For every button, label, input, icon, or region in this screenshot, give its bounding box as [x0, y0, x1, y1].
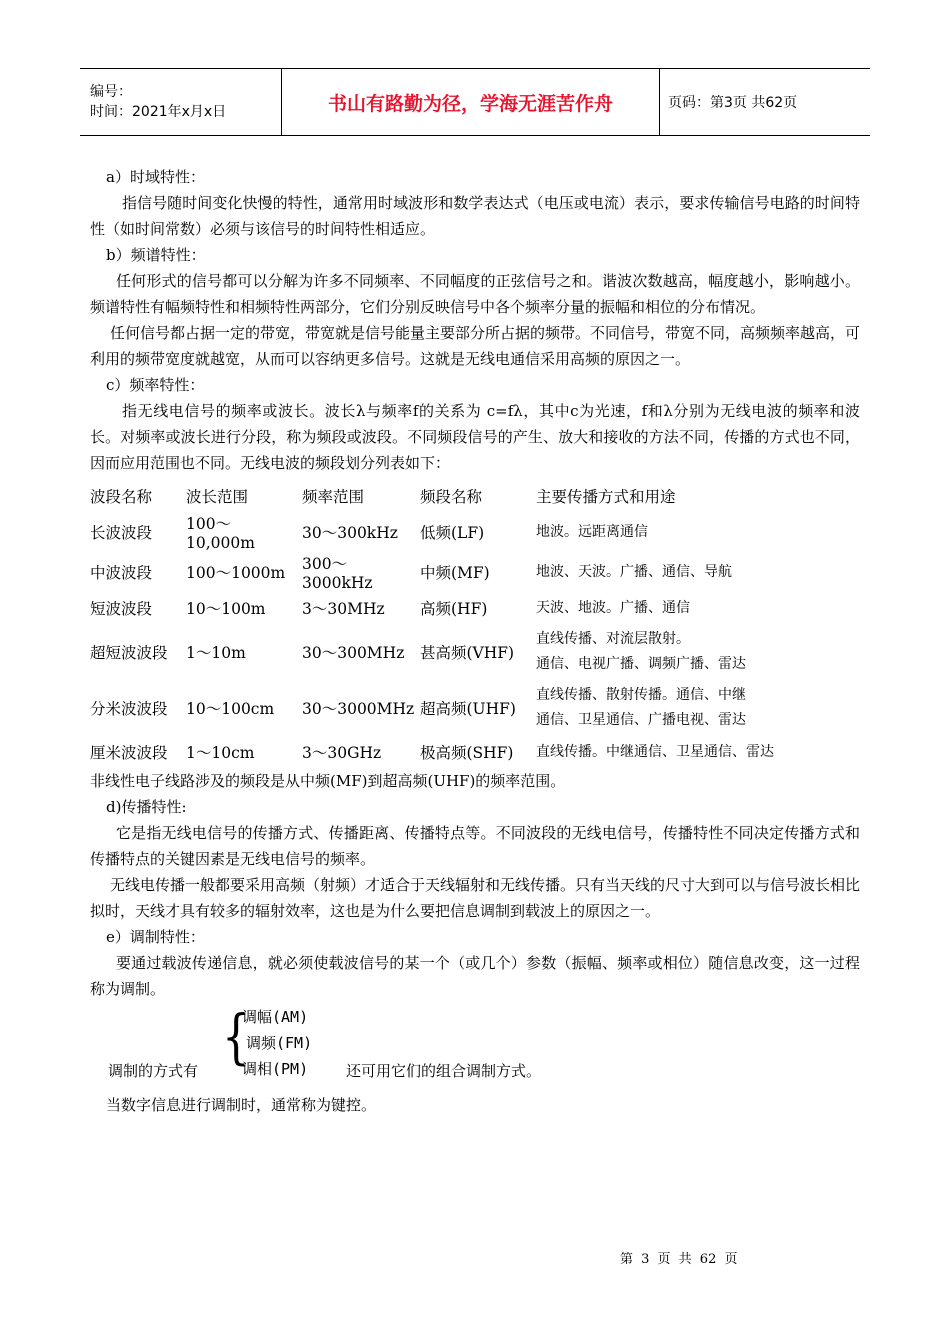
- section-a-paragraph: 指信号随时间变化快慢的特性，通常用时域波形和数学表达式（电压或电流）表示，要求传输信号电路的时间特性（如时间常数）必须与该信号的时间特性相适应。: [90, 194, 860, 238]
- modulation-item-pm: 调相(PM): [242, 1060, 309, 1078]
- table-cell: 分米波波段: [90, 700, 168, 718]
- table-cell: 1～10m: [186, 644, 246, 662]
- table-cell: 甚高频(VHF): [420, 644, 515, 662]
- band-table: [90, 480, 778, 768]
- table-cell-line: 直线传播、散射传播。通信、中继: [536, 687, 746, 703]
- table-cell-line: 天波、地波。广播、通信: [536, 599, 690, 616]
- section-e-paragraph-1: 要通过载波传递信息，就必须使载波信号的某一个（或几个）参数（振幅、频率或相位）随信息改变，这一过程称为调制。: [90, 954, 860, 998]
- modulation-prefix: 调制的方式有: [108, 1062, 199, 1080]
- header-page-label: 页码：第3页 共62页: [668, 95, 798, 111]
- table-row: [90, 624, 778, 680]
- modulation-suffix: 还可用它们的组合调制方式。: [346, 1062, 542, 1080]
- header-meta: [80, 69, 282, 135]
- modulation-item-am: 调幅(AM): [242, 1008, 309, 1026]
- table-cell: 30～300MHz: [302, 644, 405, 662]
- table-cell-line: 通信、卫星通信、广播电视、雷达: [536, 712, 746, 728]
- table-cell: [536, 552, 778, 592]
- section-a-title: a）时域特性：: [106, 168, 205, 186]
- table-cell: [536, 680, 778, 736]
- header-page-info: [660, 69, 870, 135]
- section-c-paragraph: 指无线电信号的频率或波长。波长λ与频率f的关系为 c=fλ，其中c为光速，f和λ分别为无线电波的频率和波长。对频率或波长进行分段，称为频段或波段。不同频段信号的产生、放大和接收的方法不同，传播的方式也不同，因而应用范围也不同。无线电波的频段划分列表如下：: [90, 402, 860, 472]
- section-c-title: c）频率特性：: [106, 376, 205, 394]
- table-header-cell: 频率范围: [302, 488, 365, 506]
- table-cell: 高频(HF): [420, 600, 488, 618]
- table-cell-line: 通信、电视广播、调频广播、雷达: [536, 656, 746, 672]
- table-row: [90, 512, 778, 552]
- table-cell: 长波波段: [90, 524, 153, 542]
- header-motto: [282, 69, 660, 135]
- table-cell: 3～30GHz: [302, 744, 382, 762]
- table-cell: 极高频(SHF): [420, 744, 514, 762]
- table-cell: 30～3000MHz: [302, 700, 415, 718]
- modulation-item-fm: 调频(FM): [246, 1034, 313, 1052]
- band-table-header: [90, 480, 778, 512]
- table-row: [90, 552, 778, 592]
- table-cell: 超高频(UHF): [420, 700, 516, 718]
- page-footer: 第 3 页 共 62 页: [620, 1252, 738, 1267]
- section-d-paragraph-1: 它是指无线电信号的传播方式、传播距离、传播特点等。不同波段的无线电信号，传播特性不同决定传播方式和传播特点的关键因素是无线电信号的频率。: [90, 824, 860, 868]
- table-cell: 300～3000kHz: [302, 555, 373, 592]
- table-cell: 10～100cm: [186, 700, 275, 718]
- table-header-cell: 频段名称: [420, 488, 483, 506]
- table-row: [90, 680, 778, 736]
- document-body: [90, 164, 860, 1118]
- table-cell: [536, 512, 778, 552]
- table-cell-line: 直线传播、对流层散射。: [536, 631, 690, 647]
- section-e-paragraph-2: 当数字信息进行调制时，通常称为键控。: [106, 1096, 377, 1114]
- section-e-title: e）调制特性：: [106, 928, 205, 946]
- table-cell: 30～300kHz: [302, 524, 398, 542]
- table-cell: 100～10,000m: [186, 515, 255, 552]
- table-cell: 中波波段: [90, 564, 153, 582]
- table-row: [90, 736, 778, 768]
- table-cell: 10～100m: [186, 600, 266, 618]
- header-code-label: 编号：: [90, 84, 132, 100]
- header-motto-text: 书山有路勤为径，学海无涯苦作舟: [327, 92, 613, 115]
- table-cell: 100～1000m: [186, 564, 286, 582]
- header-date-label: 时间：2021年x月x日: [90, 104, 227, 120]
- page-header: [80, 68, 870, 136]
- table-header-cell: 波段名称: [90, 488, 153, 506]
- table-header-cell: 波长范围: [186, 488, 249, 506]
- table-cell-line: 直线传播。中继通信、卫星通信、雷达: [536, 743, 774, 760]
- table-cell: [536, 736, 778, 768]
- table-cell: 超短波波段: [90, 644, 168, 662]
- table-cell: 3～30MHz: [302, 600, 385, 618]
- table-note: 非线性电子线路涉及的频段是从中频(MF)到超高频(UHF)的频率范围。: [90, 772, 566, 790]
- table-cell: 中频(MF): [420, 564, 490, 582]
- table-cell: [536, 624, 778, 680]
- table-cell: 1～10cm: [186, 744, 255, 762]
- section-d-paragraph-2: 无线电传播一般都要采用高频（射频）才适合于天线辐射和无线传播。只有当天线的尺寸大到可以与信号波长相比拟时，天线才具有较多的辐射效率，这也是为什么要把信息调制到载波上的原因之一。: [90, 876, 861, 920]
- section-b-title: b）频谱特性：: [106, 246, 206, 264]
- table-row: [90, 592, 778, 624]
- table-cell: 厘米波波段: [90, 744, 168, 762]
- section-d-title: d)传播特性:: [106, 798, 187, 816]
- table-header-cell: 主要传播方式和用途: [536, 488, 676, 506]
- table-cell-line: 地波、天波。广播、通信、导航: [536, 563, 732, 580]
- table-cell: 低频(LF): [420, 524, 485, 542]
- table-cell: [536, 592, 778, 624]
- table-cell-line: 地波。远距离通信: [536, 523, 648, 540]
- table-cell: 短波波段: [90, 600, 153, 618]
- brace-symbol: {: [222, 1002, 250, 1072]
- section-b-paragraph-2: 任何信号都占据一定的带宽，带宽就是信号能量主要部分所占据的频带。不同信号，带宽不同，高频频率越高，可利用的频带宽度就越宽，从而可以容纳更多信号。这就是无线电通信采用高频的原因之一。: [90, 324, 861, 368]
- modulation-list: [90, 1004, 860, 1086]
- section-b-paragraph-1: 任何形式的信号都可以分解为许多不同频率、不同幅度的正弦信号之和。谐波次数越高，幅度越小，影响越小。频谱特性有幅频特性和相频特性两部分，它们分别反映信号中各个频率分量的振幅和相位的分布情况。: [90, 272, 860, 316]
